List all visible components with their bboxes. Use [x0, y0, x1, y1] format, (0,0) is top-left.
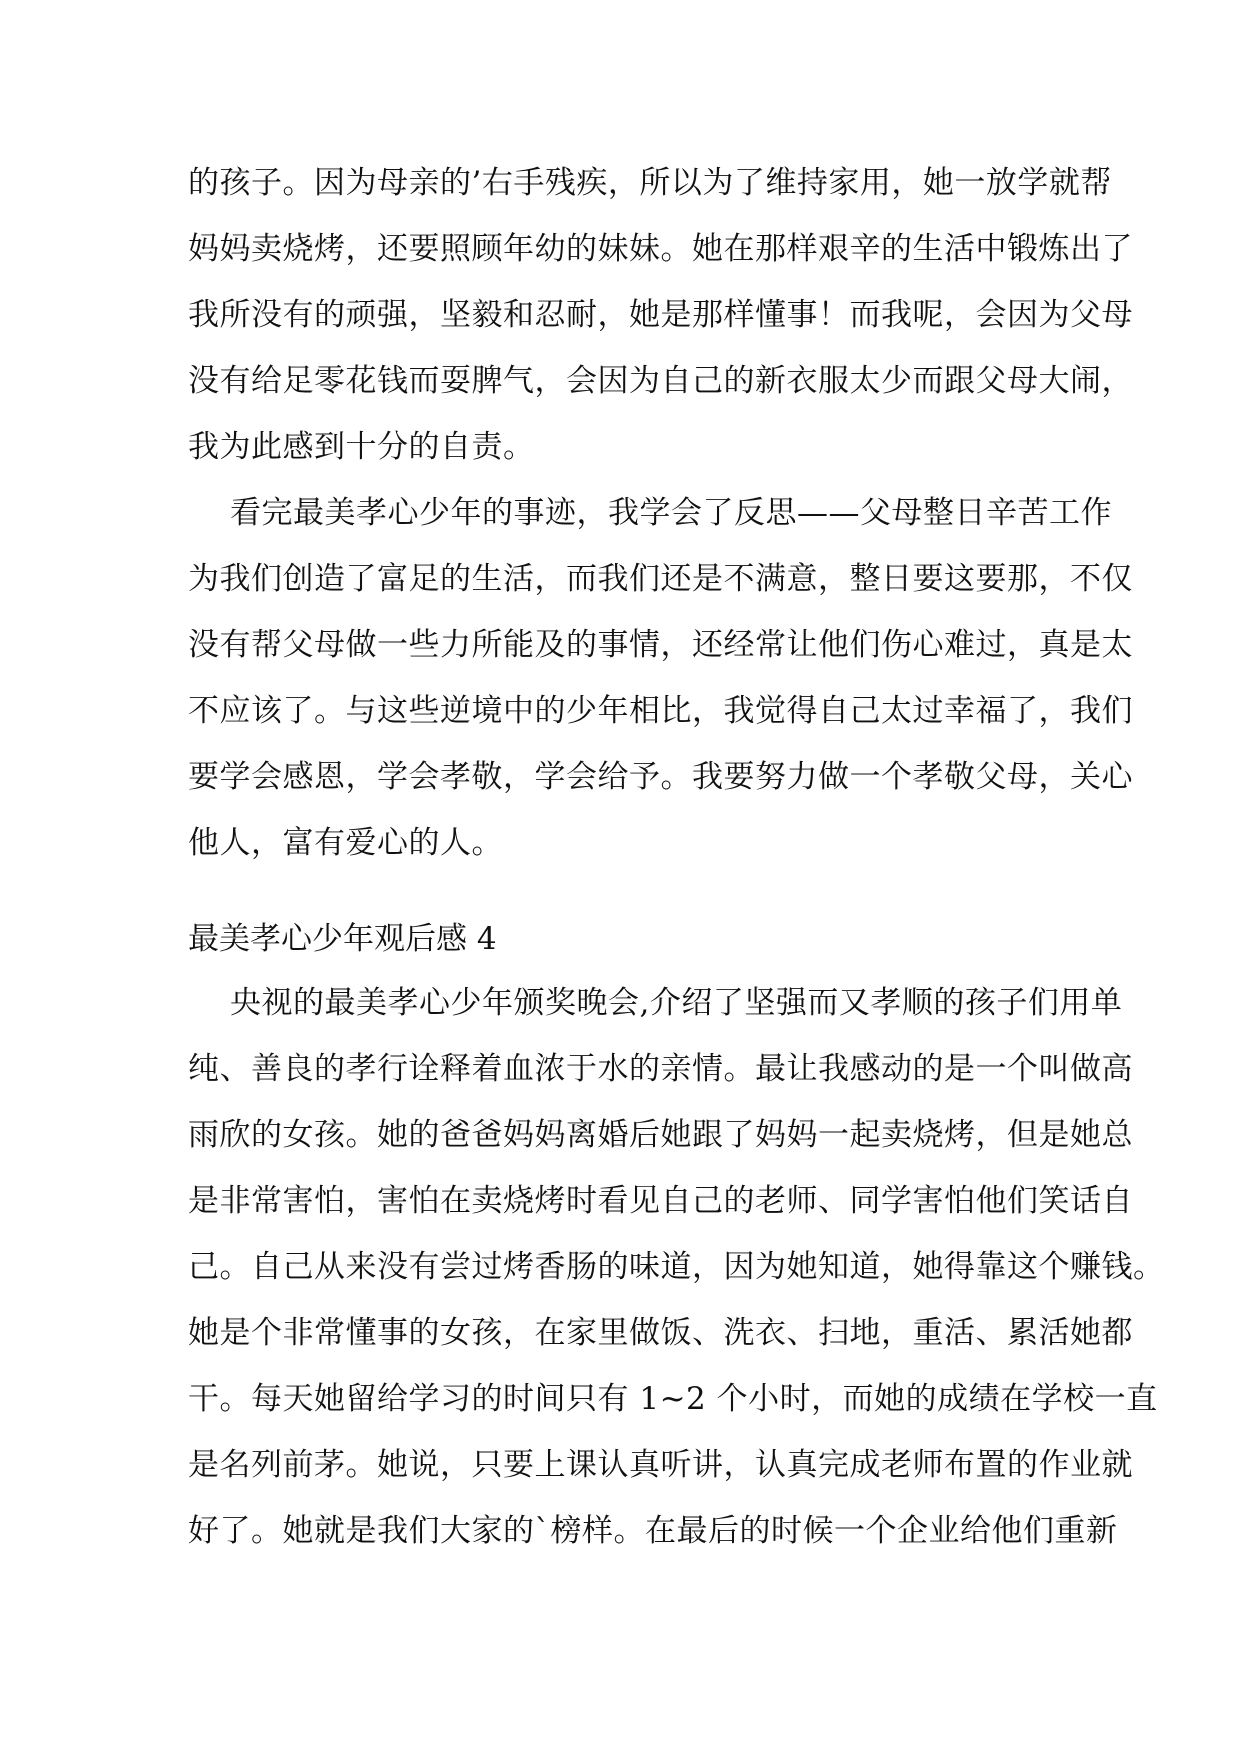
- paragraph-continued: [188, 150, 1133, 480]
- section-heading: 最美孝心少年观后感 4: [188, 921, 497, 957]
- text-line: 他人，富有爱心的人。: [188, 825, 503, 861]
- text-line: 不应该了。与这些逆境中的少年相比，我觉得自己太过幸福了，我们: [188, 693, 1133, 729]
- text-line: 看完最美孝心少年的事迹，我学会了反思——父母整日辛苦工作: [230, 495, 1112, 531]
- text-line: 好了。她就是我们大家的`榜样。在最后的时候一个企业给他们重新: [188, 1513, 1118, 1549]
- text-line: 纯、善良的孝行诠释着血浓于水的亲情。最让我感动的是一个叫做高: [188, 1051, 1133, 1087]
- paragraph-section-4: [188, 970, 1165, 1564]
- text-line: 我为此感到十分的自责。: [188, 429, 535, 465]
- text-line: 没有帮父母做一些力所能及的事情，还经常让他们伤心难过，真是太: [188, 627, 1133, 663]
- text-line: 妈妈卖烧烤，还要照顾年幼的妹妹。她在那样艰辛的生活中锻炼出了: [188, 231, 1133, 267]
- text-line: 是名列前茅。她说，只要上课认真听讲，认真完成老师布置的作业就: [188, 1447, 1133, 1483]
- paragraph-reflection: [188, 480, 1133, 876]
- text-line: 干。每天她留给学习的时间只有 1~2 个小时，而她的成绩在学校一直: [188, 1381, 1158, 1417]
- text-line: 没有给足零花钱而耍脾气，会因为自己的新衣服太少而跟父母大闹，: [188, 363, 1133, 399]
- text-line: 她是个非常懂事的女孩，在家里做饭、洗衣、扫地，重活、累活她都: [188, 1315, 1133, 1351]
- text-line: 是非常害怕，害怕在卖烧烤时看见自己的老师、同学害怕他们笑话自: [188, 1183, 1133, 1219]
- text-line: 要学会感恩，学会孝敬，学会给予。我要努力做一个孝敬父母，关心: [188, 759, 1133, 795]
- text-line: 的孩子。因为母亲的’右手残疾，所以为了维持家用，她一放学就帮: [188, 165, 1112, 201]
- text-line: 央视的最美孝心少年颁奖晚会,介绍了坚强而又孝顺的孩子们用单: [230, 985, 1123, 1021]
- text-line: 我所没有的顽强，坚毅和忍耐，她是那样懂事！而我呢，会因为父母: [188, 297, 1133, 333]
- text-line: 己。自己从来没有尝过烤香肠的味道，因为她知道，她得靠这个赚钱。: [188, 1249, 1165, 1285]
- text-line: 雨欣的女孩。她的爸爸妈妈离婚后她跟了妈妈一起卖烧烤，但是她总: [188, 1117, 1133, 1153]
- text-line: 为我们创造了富足的生活，而我们还是不满意，整日要这要那，不仅: [188, 561, 1133, 597]
